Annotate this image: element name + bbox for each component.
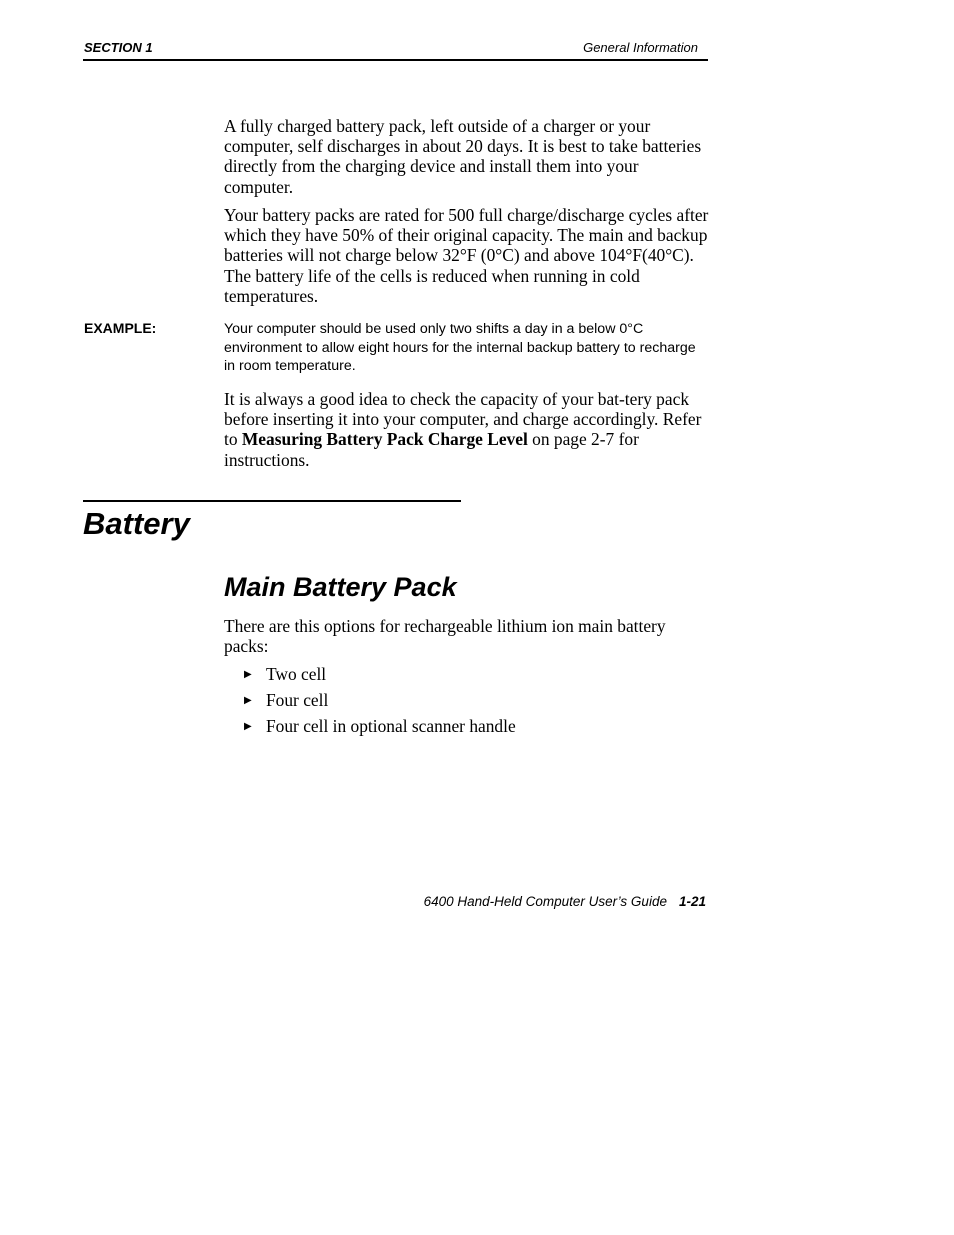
bullet-arrow-icon: ▶ — [244, 721, 252, 732]
cross-reference-link: Measuring Battery Pack Charge Level — [241, 429, 528, 450]
list-item-text: Four cell in optional scanner handle — [266, 716, 516, 736]
page-number: 1-21 — [678, 894, 706, 909]
page-footer — [380, 894, 706, 909]
list-item — [244, 663, 516, 689]
section-label: SECTION 1 — [84, 40, 153, 55]
list-item-text: Two cell — [266, 664, 327, 684]
subsection-heading: Main Battery Pack — [224, 572, 457, 602]
section-heading: Battery — [83, 506, 190, 541]
footer-guide-title: 6400 Hand-Held Computer User’s Guide — [423, 894, 667, 909]
header-title: General Information — [583, 40, 698, 55]
paragraph-check-capacity-start: It is always a good idea to check the capacity of your bat-tery pack before inserting it into your computer, and charge accordingly. Refer to — [224, 389, 702, 450]
paragraph-charge-cycles: Your battery packs are rated for 500 full charge/discharge cycles after which they have 50% of their original capacity. The main and backup batteries will not charge below 32°F (0°C) and above 104°F(40°C). The battery life of the cells is reduced when running in cold temperatures. — [224, 205, 709, 306]
paragraph-battery-options: There are this options for rechargeable lithium ion main battery packs: — [224, 616, 666, 657]
bullet-arrow-icon: ▶ — [244, 695, 252, 706]
page-header — [83, 39, 708, 61]
example-text: Your computer should be used only two shifts a day in a below 0°C environment to allow eight hours for the internal backup battery to recharge in room temperature. — [224, 321, 696, 374]
battery-options-list — [244, 663, 516, 741]
section-divider — [83, 500, 461, 502]
paragraph-self-discharge: A fully charged battery pack, left outside of a charger or your computer, self discharges in about 20 days. It is best to take batteries directly from the charging device and install them into your computer. — [224, 116, 702, 197]
list-item-text: Four cell — [266, 690, 329, 710]
bullet-arrow-icon: ▶ — [244, 669, 252, 680]
paragraph-check-capacity-end: on page 2-7 for instructions. — [224, 429, 639, 470]
paragraph-check-capacity — [224, 389, 710, 470]
example-label: EXAMPLE: — [84, 320, 157, 336]
list-item — [244, 689, 516, 715]
list-item — [244, 715, 516, 741]
